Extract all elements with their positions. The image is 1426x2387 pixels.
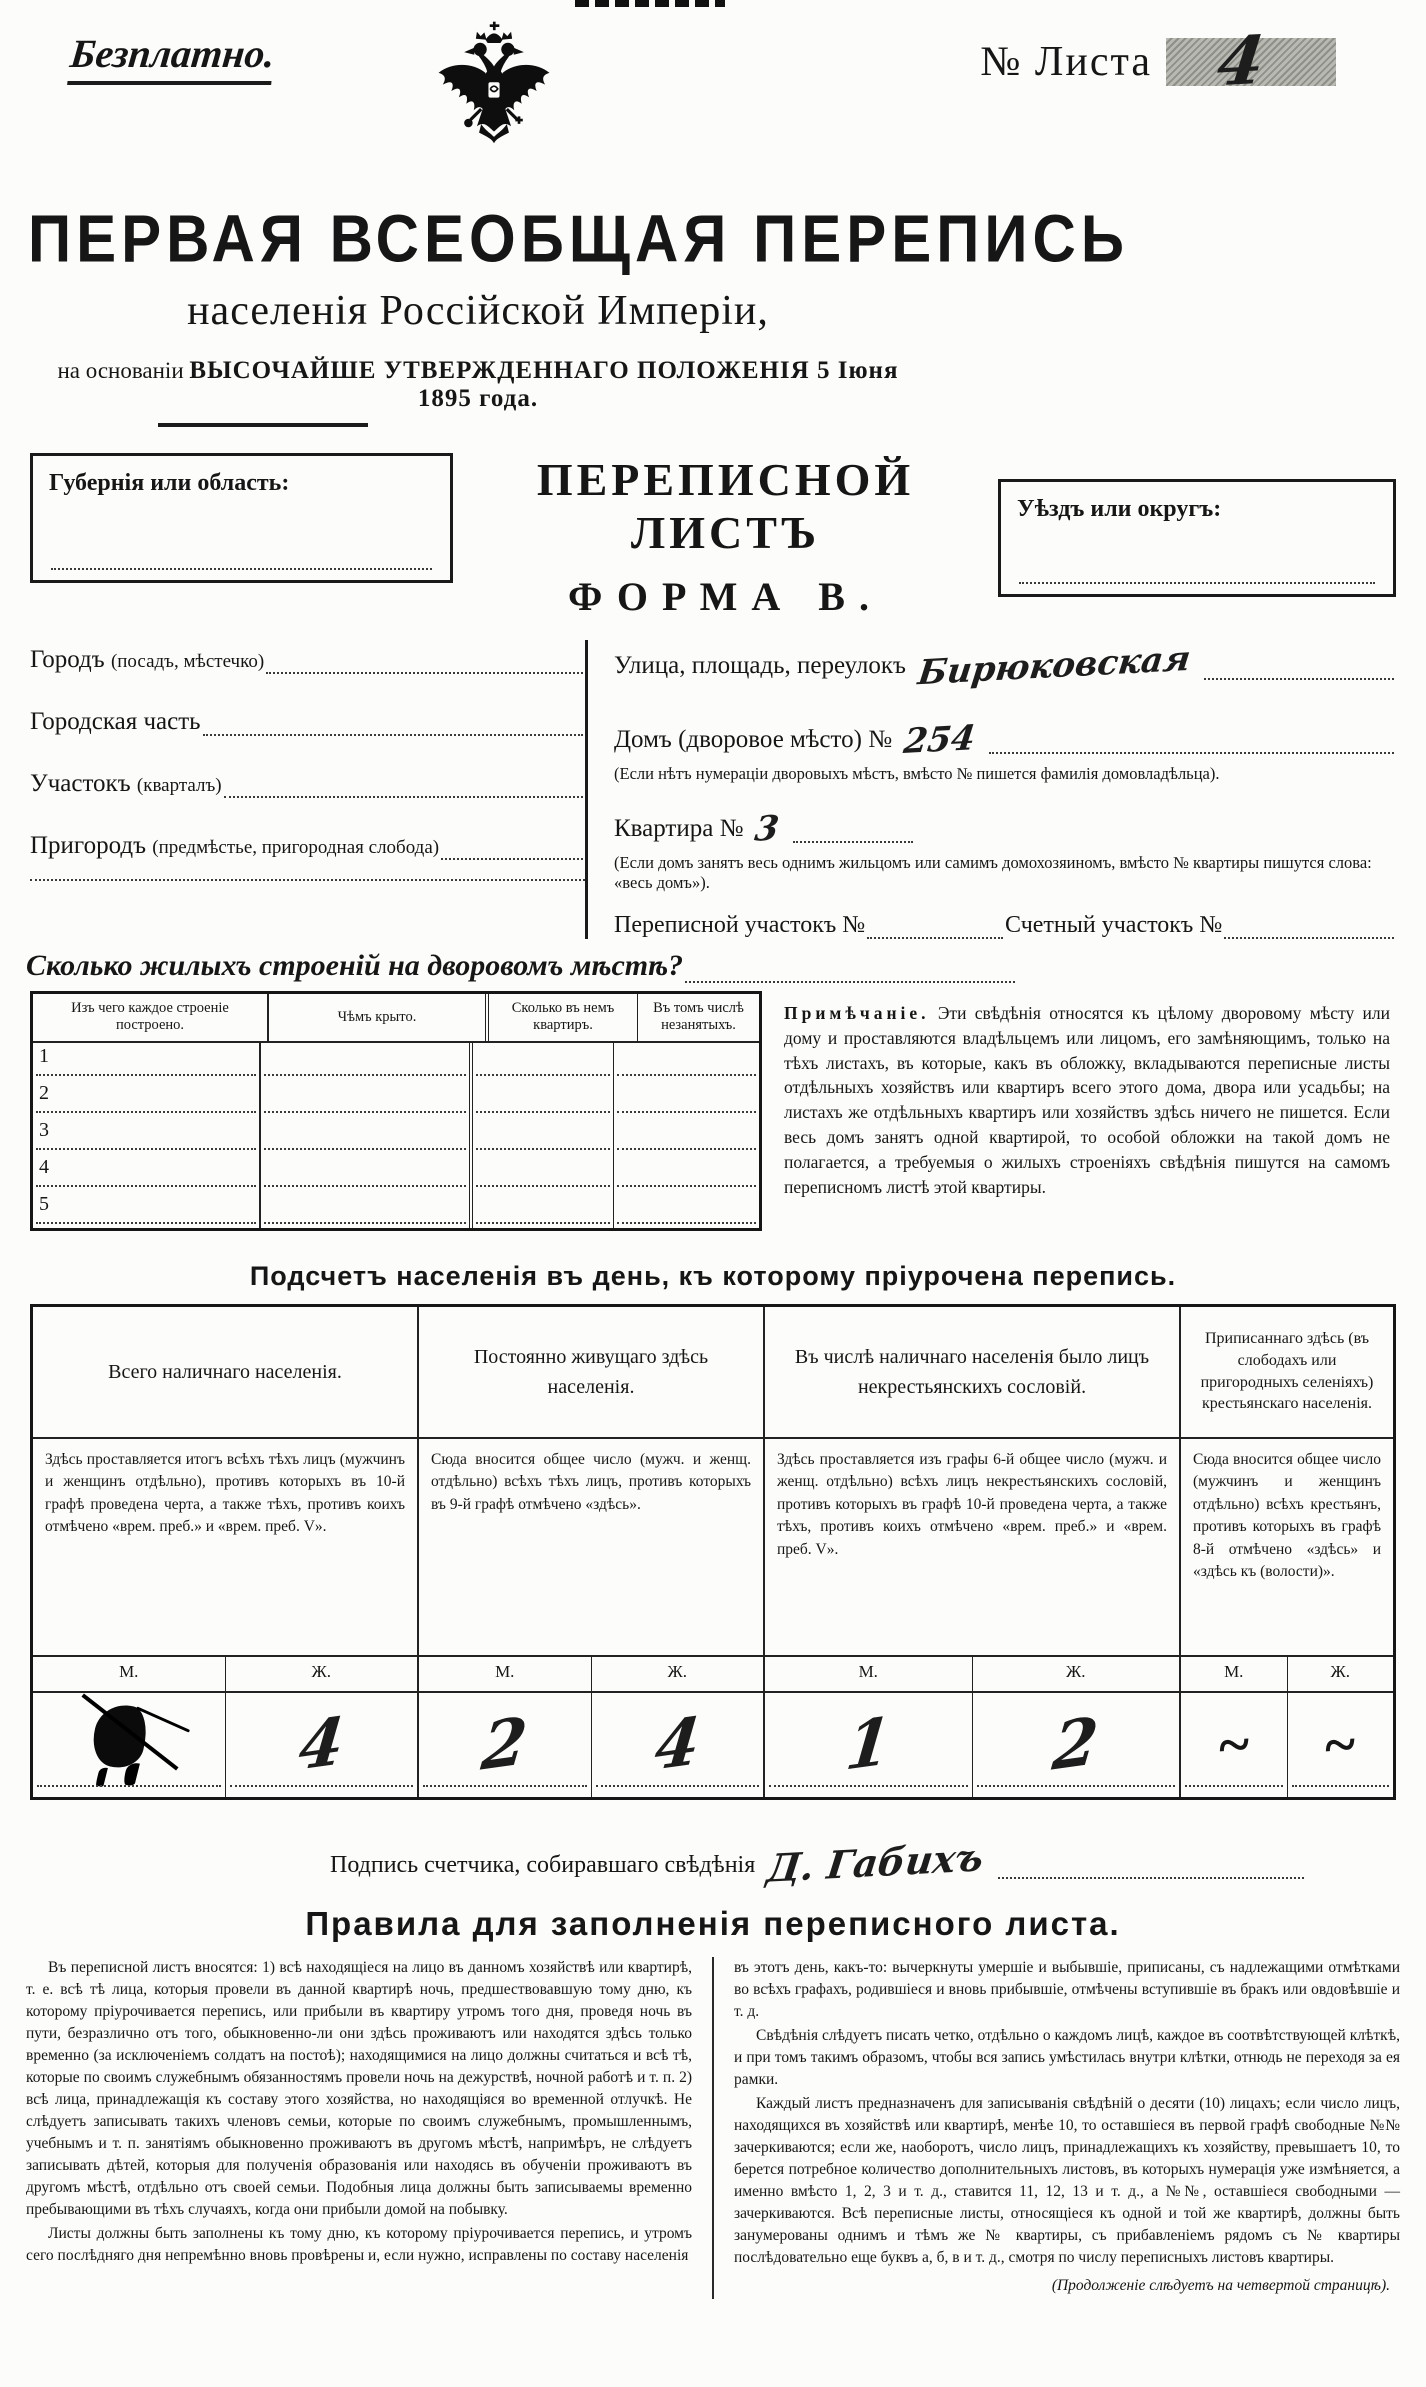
female-header: Ж. [311, 1661, 331, 1681]
form-title [453, 453, 998, 620]
flat-value: 3 [752, 807, 782, 850]
flat-label: Квартира № [614, 814, 744, 842]
permanent-male-cell [419, 1693, 592, 1797]
buildings-col-vacant: Въ томъ числѣ незанятыхъ. [653, 999, 744, 1034]
count-plot-fill [1224, 913, 1394, 939]
buildings-row-2 [33, 1080, 759, 1117]
buildings-question: Сколько жилыхъ строеній на дворовомъ мѣстѣ? [26, 948, 684, 982]
decree-caps: ВЫСОЧАЙШЕ УТВЕРЖДЕННАГО ПОЛОЖЕНІЯ 5 Іюня 1895 года. [189, 357, 899, 412]
female-header: Ж. [667, 1661, 687, 1681]
registered-male-cell [1181, 1693, 1288, 1797]
ink-blot [86, 1700, 172, 1784]
rules-heading: Правила для заполненія переписного листа. [305, 1904, 1121, 1942]
plot-fill-line [224, 771, 583, 798]
address-left-column [30, 640, 585, 939]
census-plot-field [614, 912, 1005, 939]
house-value: 254 [901, 717, 978, 763]
plots-row [614, 912, 1396, 939]
rules-paragraph: Въ переписной листъ вносятся: 1) всѣ находящіеся на лицо въ данномъ хозяйствѣ или квартирѣ, т. е. всѣ тѣ лица, которыя провели въ данной квартирѣ ночь, предшествовавшую тому дню, къ которому пріурочивается перепись, или прибыли въ квартиру утромъ того дня, проведя ночь въ пути, безразлично отъ того, обыкновенно-ли они здѣсь проживаютъ или находятся здѣсь только временно (за исключеніемъ солдатъ на постоѣ); находящимися на лицо должны считаться и всѣ тѣ, которые по своимъ служебнымъ обязанностямъ провели ночь на дежурствѣ, ночной работѣ и т. п. 2) всѣ лица, принадлежащія къ составу этого хозяйства, но находящіяся во временной отлучкѣ. Не слѣдуетъ записывать такихъ членовъ семьи, которые по своимъ служебнымъ, промышленнымъ, учебнымъ и т. п. занятіямъ обыкновенно проживаютъ въ другомъ мѣстѣ, напримѣръ, не слѣдуетъ записывать дѣтей, которыя для полученія образованія или находясь въ обученіи проживаютъ въ другомъ мѣстѣ, отдѣльно отъ своей семьи. Подобныя лица должны быть записываемы временно пребывающими въ тѣхъ случаяхъ, когда они прибыли домой на побывку. [26, 1958, 692, 2218]
registered-female-value: ~ [1322, 1711, 1358, 1779]
buildings-row-5 [33, 1191, 759, 1228]
count-group-registered-peasant [1181, 1307, 1393, 1797]
address-section [30, 640, 1396, 939]
buildings-row-1 [33, 1043, 759, 1080]
buildings-row-3 [33, 1117, 759, 1154]
district-box [998, 479, 1396, 597]
buildings-col-roof: Чѣмъ крыто. [269, 994, 489, 1041]
subtitle: населенія Россійской Имперіи, [187, 288, 769, 334]
group-description: Здѣсь проставляется изъ графы 6-й общее число (мужч. и женщ. отдѣльно) всѣхъ лицъ некрестьянскихъ сословій, противъ которыхъ въ графѣ 10-й проведена черта, а также тѣхъ, противъ коихъ отмѣчено «врем. преб.» и «врем. преб. V». [765, 1439, 1179, 1657]
buildings-table-header [33, 994, 759, 1043]
house-note: (Если нѣтъ нумераціи дворовыхъ мѣстъ, вмѣсто № пишется фамилія домовладѣльца). [614, 764, 1220, 783]
city-fill-line [266, 647, 583, 674]
group-title: Всего наличнаго населенія. [33, 1307, 417, 1439]
rules-paragraph: Свѣдѣнія слѣдуетъ писать четко, отдѣльно о каждомъ лицѣ, каждое въ соотвѣтствующей клѣткѣ, и при томъ такимъ образомъ, чтобы вся запись умѣстилась внутри клѣтки, отнюдь не переходя за ея рамки. [734, 2026, 1400, 2088]
sheet-number [980, 20, 1336, 102]
top-header [0, 0, 1426, 200]
female-header: Ж. [1330, 1661, 1350, 1681]
census-plot-fill [867, 913, 1003, 939]
district-label: Уѣздъ или округъ: [1017, 496, 1222, 522]
female-header: Ж. [1066, 1661, 1086, 1681]
group-title: Постоянно живущаго здѣсь населенія. [419, 1307, 763, 1439]
flat-note: (Если домъ занятъ весь однимъ жильцомъ или самимъ домохозяиномъ, вмѣсто № квартиры пишутся слова: «весь домъ»). [614, 852, 1372, 893]
count-heading: Подсчетъ населенія въ день, къ которому пріурочена перепись. [249, 1260, 1177, 1291]
rules-continuation-note: (Продолженіе слѣдуетъ на четвертой страницѣ). [1051, 2276, 1390, 2294]
non-peasant-male-cell [765, 1693, 973, 1797]
suburb-paren: (предмѣстье, пригородная слобода) [152, 837, 440, 858]
free-of-charge-label: Безплатно. [67, 30, 277, 85]
buildings-table [30, 991, 762, 1231]
plot-label: Участокъ [30, 770, 131, 797]
buildings-note [762, 991, 1396, 1231]
plot-paren: (кварталъ) [136, 775, 222, 796]
count-table [30, 1304, 1396, 1800]
enumerator-signature-row [330, 1833, 1306, 1891]
buildings-row-4 [33, 1154, 759, 1191]
city-part-fill-line [203, 709, 583, 736]
buildings-col-material: Изъ чего каждое строеніе построено. [33, 994, 269, 1041]
row-number: 4 [39, 1155, 49, 1178]
decree-underline [158, 423, 368, 427]
title-block [28, 200, 1129, 427]
row-number: 2 [39, 1081, 49, 1104]
suburb-fill-line-2 [30, 878, 585, 881]
buildings-question-row [26, 949, 1396, 983]
sheet-number-value: 4 [1213, 20, 1269, 102]
province-box [30, 453, 453, 583]
permanent-female-cell [592, 1693, 764, 1797]
rules-paragraph: Каждый листъ предназначенъ для записыванія свѣдѣній о десяти (10) лицахъ; если число лицъ, находящихся въ хозяйствѣ или квартирѣ, менѣе 10, то оставшіеся въ первой графѣ свободные №№ зачеркиваются; если же, наоборотъ, число лицъ, принадлежащихъ къ хозяйству, превышаетъ 10, то берется потребное количество дополнительныхъ листовъ, въ которыхъ нумерація уже измѣняется, а именно вмѣсто 1, 2, 3 и т. д., ставится 11, 12, 13 и т. д., а №№, оставшіеся свободными — зачеркиваются. Всѣ переписные листы, относящіеся къ одной и той же квартирѣ, должны быть занумерованы однимъ и тѣмъ же № квартиры, съ прибавленіемъ рядомъ съ № квартиры послѣдовательно еще буквъ а, б, в и т. д., смотря по числу переписныхъ листовъ квартиры. [734, 2094, 1400, 2266]
signature-value: Д. Габихъ [764, 1833, 987, 1891]
buildings-note-title: Примѣчаніе. [784, 1002, 930, 1023]
house-fill-line [989, 727, 1394, 754]
form-title-line1: ПЕРЕПИСНОЙ ЛИСТЪ [536, 454, 915, 558]
registered-female-cell [1288, 1693, 1394, 1797]
total-female-value: 4 [295, 1702, 348, 1786]
group-description: Здѣсь проставляется итогъ всѣхъ тѣхъ лицъ (мужчинъ и женщинъ отдѣльно), противъ которыхъ въ 10-й графѣ проведена черта, а также тѣхъ, противъ коихъ отмѣчено «врем. преб.» и «врем. преб. V». [33, 1439, 417, 1657]
rules-left-column [26, 1957, 712, 2299]
row-number: 3 [39, 1118, 49, 1141]
row-number: 5 [39, 1192, 49, 1215]
suburb-fill-line [441, 833, 583, 860]
address-right-column [585, 640, 1396, 939]
buildings-col-flats: Сколько въ немъ квартиръ. [489, 994, 638, 1041]
city-paren: (посадъ, мѣстечко) [110, 651, 265, 672]
street-fill-line [1204, 653, 1394, 680]
male-header: М. [419, 1657, 592, 1691]
male-header: М. [1181, 1657, 1288, 1691]
rules-paragraph: въ этотъ день, какъ-то: вычеркнуты умершіе и выбывшіе, приписаны, съ надлежащими отмѣтками во всѣхъ графахъ, родившіеся и вновь прибывшіе, отмѣчены вступившіе въ бракъ или овдовѣвшіе и т. д. [734, 1958, 1400, 2020]
rules-section [26, 1957, 1400, 2299]
count-plot-label: Счетный участокъ № [1005, 911, 1223, 938]
rules-right-column [712, 1957, 1400, 2299]
district-fill-line [1019, 566, 1375, 584]
main-title: ПЕРВАЯ ВСЕОБЩАЯ ПЕРЕПИСЬ [28, 200, 1129, 277]
house-field [614, 714, 1396, 763]
city-label: Городъ [30, 646, 105, 673]
group-title: Въ числѣ наличнаго населенія было лицъ некрестьянскихъ сословій. [765, 1307, 1179, 1439]
street-value: Бирюковская [915, 638, 1193, 694]
total-female-cell [226, 1693, 418, 1797]
buildings-section [30, 991, 1396, 1231]
imperial-eagle-icon [430, 18, 558, 201]
city-field [30, 646, 585, 674]
street-label: Улица, площадь, переулокъ [614, 652, 906, 679]
total-male-cell [33, 1693, 226, 1797]
registered-male-value: ~ [1216, 1711, 1252, 1779]
census-plot-label: Переписной участокъ № [614, 911, 866, 938]
form-title-line2: ФОРМА В. [568, 574, 883, 619]
male-header: М. [33, 1657, 226, 1691]
sheet-number-stamp [1166, 20, 1336, 102]
province-fill-line [51, 552, 432, 570]
non-peasant-male-value: 1 [842, 1702, 895, 1786]
buildings-note-text: Эти свѣдѣнія относятся къ цѣлому дворовому мѣсту или дому и проставляются владѣльцемъ или лицомъ, его замѣняющимъ, только на тѣхъ листахъ, въ которые, какъ въ обложку, вкладываются переписные листы отдѣльныхъ хозяйствъ или квартиръ всего этого дома, двора или усадьбы; на листахъ же отдѣльныхъ квартиръ или хозяйствъ здѣсь ничего не пишется. Если весь домъ занятъ одной квартирой, то особой обложки на такой домъ не полагается, а требуемыя о жилыхъ строеніяхъ свѣдѣнія пишутся на самомъ переписномъ листѣ этой квартиры. [784, 1002, 1391, 1197]
street-field [614, 638, 1396, 694]
decree-line [28, 357, 928, 413]
form-header [30, 453, 1396, 620]
non-peasant-female-cell [973, 1693, 1180, 1797]
count-group-total [33, 1307, 419, 1797]
row-number: 1 [39, 1044, 49, 1067]
flat-field [614, 803, 1396, 850]
group-description: Сюда вносится общее число (мужч. и женщ. отдѣльно) всѣхъ тѣхъ лицъ, противъ которыхъ въ 9-й графѣ отмѣчено «здѣсь». [419, 1439, 763, 1657]
count-plot-field [1005, 912, 1396, 939]
group-title: Приписаннаго здѣсь (въ слободахъ или пригородныхъ селеніяхъ) крестьянскаго населенія. [1181, 1307, 1393, 1439]
decree-normal: на основаніи [57, 358, 184, 383]
male-header: М. [765, 1657, 973, 1691]
suburb-field [30, 832, 585, 860]
count-group-non-peasant [765, 1307, 1181, 1797]
sheet-number-label: № Листа [980, 39, 1152, 85]
group-description: Сюда вносится общее число (мужчинъ и женщинъ отдѣльно) всѣхъ крестьянъ, противъ которыхъ въ графѣ 8-й отмѣчено «здѣсь» и «здѣсь къ (волости)». [1181, 1439, 1393, 1657]
province-label: Губернія или область: [49, 470, 290, 496]
permanent-male-value: 2 [478, 1702, 531, 1786]
non-peasant-female-value: 2 [1049, 1702, 1102, 1786]
city-part-label: Городская часть [30, 708, 201, 735]
plot-field [30, 770, 585, 798]
count-group-permanent [419, 1307, 765, 1797]
signature-label: Подпись счетчика, собиравшаго свѣдѣнія [330, 1851, 756, 1878]
city-part-field [30, 708, 585, 736]
permanent-female-value: 4 [651, 1702, 704, 1786]
buildings-question-fill [685, 951, 1015, 983]
house-label: Домъ (дворовое мѣсто) № [614, 726, 893, 753]
signature-fill-line [998, 1853, 1304, 1879]
suburb-label: Пригородъ [30, 832, 146, 859]
rules-paragraph: Листы должны быть заполнены къ тому дню, къ которому пріурочивается перепись, и утромъ сего послѣдняго дня непремѣнно вновь провѣрены и, если нужно, исправлены по составу населенія [26, 2224, 692, 2264]
flat-fill-line [793, 816, 913, 843]
